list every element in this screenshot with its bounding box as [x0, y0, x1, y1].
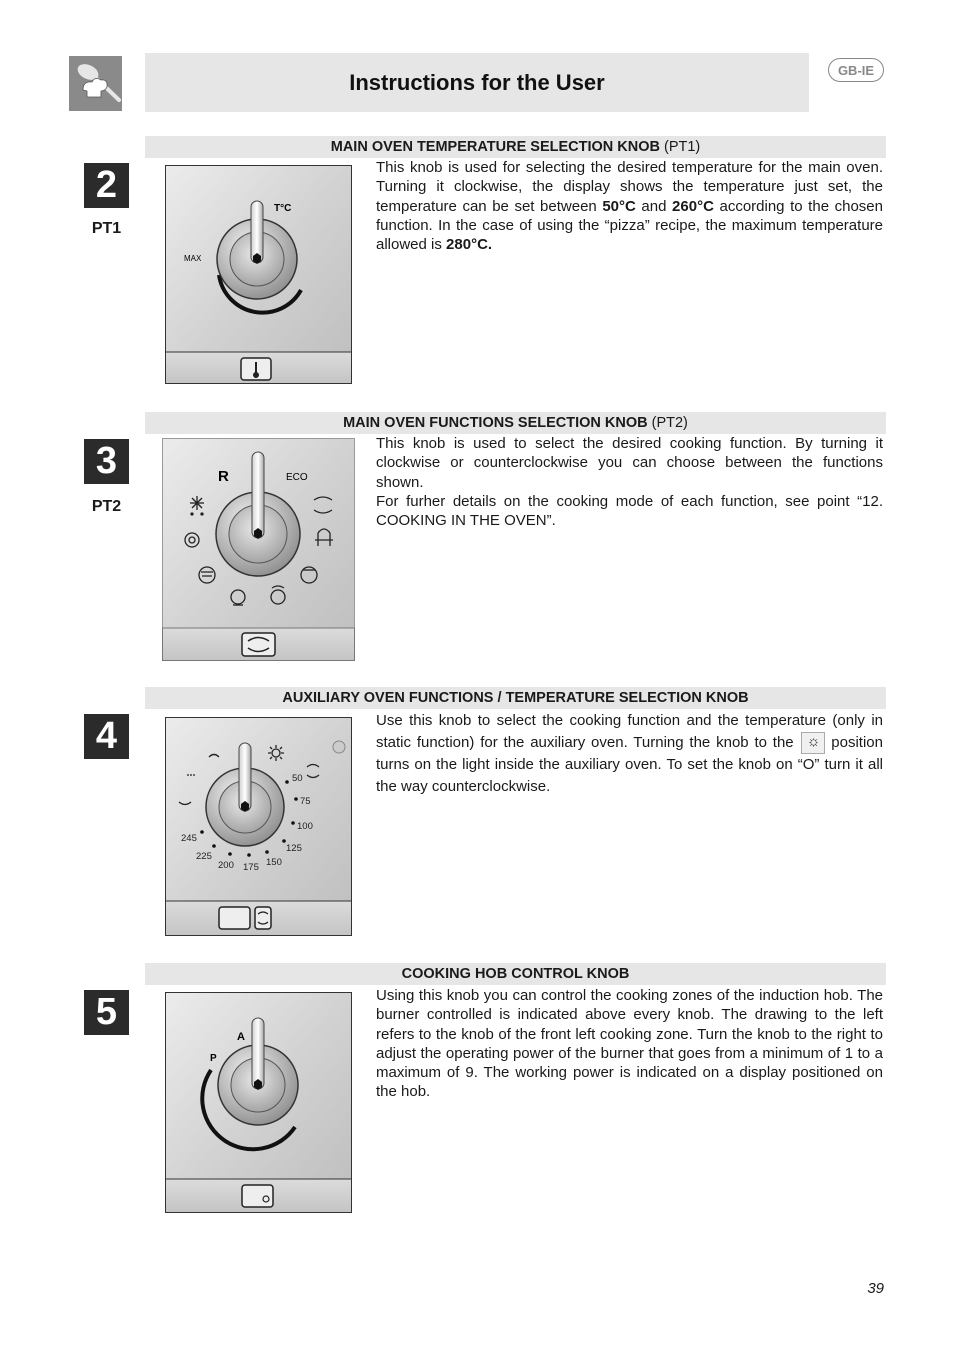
- section-text-pt2: This knob is used to select the desired cooking function. By turning it clockwise or counterclockwise you can choose between the functions shown. For furher details on the cooking mode of each function, see point “12. COOKING IN THE OVEN”.: [376, 435, 883, 530]
- knob-illustration-auxiliary: [165, 717, 352, 936]
- max-label: MAX: [184, 254, 202, 263]
- section-label-pt1: PT1: [91, 220, 122, 237]
- eco-label: ECO: [286, 472, 308, 483]
- scale-225: 225: [196, 851, 212, 862]
- hob-zone-icon: [242, 1185, 273, 1207]
- section-number-4: 4: [84, 714, 129, 759]
- section-text-auxiliary: Use this knob to select the cooking function and the temperature (only in static function) for the auxiliary oven. Turning the knob to the ☼ position turns on the light inside the auxiliary oven. To set the knob on “O” turn it all the way counterclockwise.: [376, 712, 883, 796]
- section-heading-pt1: MAIN OVEN TEMPERATURE SELECTION KNOB (PT1): [145, 136, 886, 158]
- section-heading-hob: COOKING HOB CONTROL KNOB: [145, 963, 886, 985]
- logo: [69, 56, 122, 111]
- page-number: 39: [867, 1280, 884, 1297]
- scale-150: 150: [266, 857, 282, 868]
- temperature-label: T°C: [274, 203, 292, 214]
- light-icon: ☼: [801, 732, 825, 754]
- language-badge: GB-IE: [828, 58, 884, 82]
- spoon-chef-hat-icon: [69, 56, 122, 111]
- a-label: A: [237, 1031, 245, 1043]
- section-text-pt1: This knob is used for selecting the desired temperature for the main oven. Turning it clockwise, the display shows the temperature just set, the temperature can be set between 50°C and 260°C according to the chosen function. In the case of using the “pizza” recipe, the maximum temperature allowed is 280°C.: [376, 159, 883, 254]
- scale-75: 75: [300, 796, 311, 807]
- rapid-label: R: [218, 468, 229, 485]
- scale-100: 100: [297, 821, 313, 832]
- section-number-3: 3: [84, 439, 129, 484]
- section-label-pt2: PT2: [91, 498, 122, 515]
- knob-illustration-pt1: [165, 165, 352, 384]
- scale-200: 200: [218, 860, 234, 871]
- section-text-hob: Using this knob you can control the cooking zones of the induction hob. The burner controlled is indicated above every knob. The drawing to the left refers to the knob of the front left cooking zone. Turn the knob to the right to adjust the operating power of the burner that goes from a minimum of 1 to a maximum of 9. The working power is indicated on a display positioned on the hob.: [376, 987, 883, 1101]
- scale-50: 50: [292, 773, 303, 784]
- scale-125: 125: [286, 843, 302, 854]
- header-title-bar: [145, 53, 809, 112]
- section-heading-pt2: MAIN OVEN FUNCTIONS SELECTION KNOB (PT2): [145, 412, 886, 434]
- knob-illustration-hob: [165, 992, 352, 1213]
- function-icon: [242, 633, 275, 656]
- p-label: P: [210, 1053, 217, 1064]
- section-number-2: 2: [84, 163, 129, 208]
- page-title: Instructions for the User: [349, 69, 605, 95]
- auxiliary-oven-icon: [219, 907, 271, 929]
- scale-175: 175: [243, 862, 259, 873]
- indicator-light: [333, 741, 345, 753]
- knob-illustration-pt2: [162, 438, 355, 661]
- thermometer-icon: [241, 358, 271, 380]
- section-number-5: 5: [84, 990, 129, 1035]
- scale-245: 245: [181, 833, 197, 844]
- section-heading-auxiliary: AUXILIARY OVEN FUNCTIONS / TEMPERATURE SELECTION KNOB: [145, 687, 886, 709]
